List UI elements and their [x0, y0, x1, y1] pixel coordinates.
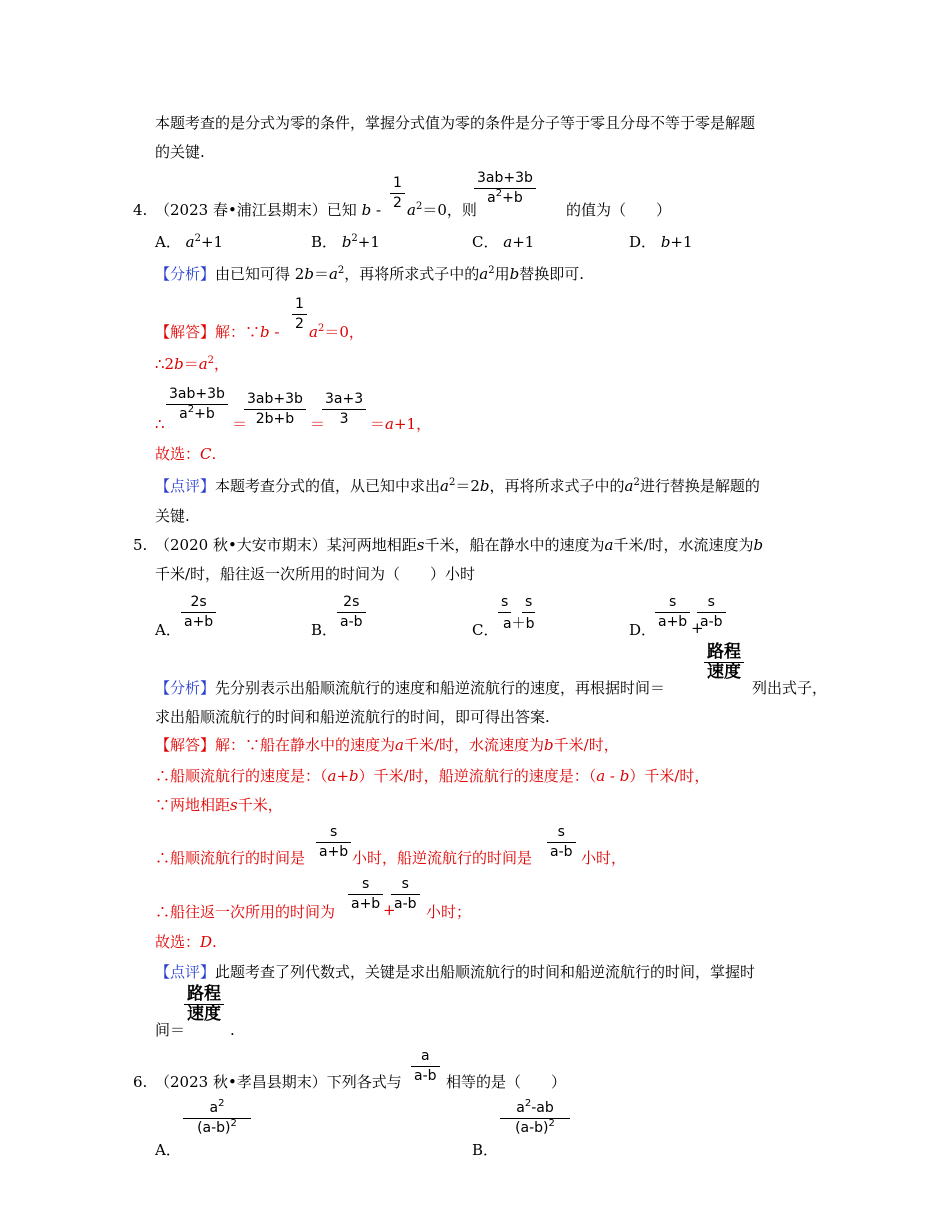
q6-option-a-label: A．	[155, 1141, 181, 1159]
q5-sol4-fraction-2: s a-b	[547, 824, 576, 861]
q5-option-a-fraction: 2s a+b	[181, 594, 216, 631]
q4-comment-line-2: 关键.	[155, 507, 190, 525]
q5-solution-5: ∴船往返一次所用的时间为	[155, 903, 336, 921]
q6-stem: （2023 秋•孝昌县期末）下列各式与	[155, 1073, 402, 1091]
q4-sol3-fraction-1: 3ab+3b $a^2+b$	[166, 386, 228, 423]
q4-option-b: B． $b^2+1$	[311, 233, 380, 251]
q4-solution-1-cont: $a^2=0$，	[309, 323, 364, 341]
q6-option-b-fraction: $a^2-ab$ $(a-b)^2$	[500, 1100, 570, 1137]
q4-analysis: 【分析】由已知可得 $2b=a^2$，再将所求式子中的$a^2$用b替换即可.	[155, 265, 585, 283]
q5-solution-1: 【解答】解：∵船在静水中的速度为a千米/时，水流速度为b千米/时，	[155, 736, 619, 754]
q4-sol-half-fraction: 1 2	[292, 296, 307, 333]
q5-option-b-fraction: 2s a-b	[337, 594, 366, 631]
q5-option-d-label: D．	[629, 621, 657, 639]
q5-option-c-num-1: s	[498, 594, 511, 613]
q5-sol5-fraction-2: s a-b	[391, 876, 420, 913]
q4-stem: （2023 春•浦江县期末）已知 b -	[155, 201, 382, 219]
q4-target-fraction: 3ab+3b $a^2+b$	[474, 170, 536, 207]
q5-sol5-plus: +	[383, 901, 396, 919]
q5-option-d-plus: +	[691, 619, 704, 637]
q4-sol3-fraction-2: 3ab+3b 2b+b	[244, 391, 306, 428]
q5-stem-2: 千米/时，船往返一次所用的时间为（ ）小时	[155, 565, 476, 583]
q6-stem-tail: 相等的是（ ）	[446, 1073, 567, 1091]
q6-fraction: a a-b	[411, 1048, 440, 1085]
q4-half-fraction: 1 2	[390, 175, 405, 212]
q5-option-d-fraction-2: s a-b	[697, 594, 726, 631]
q5-analysis-1-end: 列出式子，	[752, 679, 828, 697]
q6-option-b-label: B．	[472, 1141, 499, 1159]
q5-solution-5-end: 小时；	[426, 903, 472, 921]
q4-option-a: A． $a^2+1$	[155, 233, 224, 251]
q5-comment-1: 【点评】此题考查了列代数式，关键是求出船顺流航行的时间和船逆流航行的时间，掌握时	[155, 963, 756, 981]
q5-option-c-label: C．	[472, 621, 499, 639]
q5-comment-2-end: .	[230, 1021, 235, 1039]
intro-line-2: 的关键.	[155, 143, 205, 161]
intro-line-1: 本题考查的是分式为零的条件，掌握分式值为零的条件是分子等于零且分母不等于零是解题	[155, 114, 756, 132]
q5-stem-1: （2020 秋•大安市期末）某河两地相距s千米，船在静水中的速度为a千米/时，水流速度为b	[155, 536, 764, 554]
q5-comment-formula: 路程 速度	[184, 986, 224, 1023]
q4-comment: 【点评】本题考查分式的值，从已知中求出$a^2=2b$，再将所求式子中的$a^2$进行替换是解题的	[155, 477, 760, 495]
q5-sol5-fraction-1: s a+b	[348, 876, 383, 913]
q5-solution-4-end: 小时，	[581, 849, 627, 867]
q4-sol3-eq-2: ＝	[310, 415, 326, 433]
q4-number: 4.	[133, 201, 148, 219]
q5-time-formula: 路程 速度	[704, 644, 744, 681]
q6-option-a-fraction: $a^2$ $(a-b)^2$	[183, 1100, 251, 1137]
q5-comment-2: 间＝	[155, 1021, 186, 1039]
q4-sol3-therefore: ∴	[155, 415, 165, 433]
q5-solution-4-mid: 小时，船逆流航行的时间是	[352, 849, 533, 867]
q4-sol3-end: ＝a+1，	[370, 415, 432, 433]
q5-analysis-2: 求出船顺流航行的时间和船逆流航行的时间，即可得出答案.	[155, 708, 550, 726]
q4-option-d: D． b+1	[629, 233, 693, 251]
q5-solution-4: ∴船顺流航行的时间是	[155, 849, 306, 867]
q5-sol4-fraction-1: s a+b	[316, 824, 351, 861]
q4-solution-2: $\therefore 2b=a^2$，	[155, 355, 230, 373]
q5-analysis-1: 【分析】先分别表示出船顺流航行的速度和船逆流航行的速度，再根据时间＝	[155, 679, 666, 697]
q4-solution-1: 【解答】解：∵b -	[155, 323, 280, 341]
q4-option-c: C． a+1	[472, 233, 535, 251]
q4-choice: 故选：C.	[155, 445, 217, 463]
q5-number: 5.	[133, 536, 148, 554]
q4-stem-tail: 的值为（ ）	[566, 201, 672, 219]
q5-option-d-fraction-1: s a+b	[655, 594, 690, 631]
q5-solution-3: ∵两地相距s千米，	[155, 796, 283, 814]
q5-option-c-num-2: s	[522, 594, 535, 613]
q5-option-b-label: B．	[311, 621, 338, 639]
q5-choice: 故选：D.	[155, 933, 217, 951]
q6-number: 6.	[133, 1073, 148, 1091]
q5-solution-2: ∴船顺流航行的速度是：（a+b）千米/时，船逆流航行的速度是：（a - b）千米/时，	[155, 767, 710, 785]
q4-sol3-eq-1: ＝	[232, 415, 248, 433]
q5-option-a-label: A．	[155, 621, 181, 639]
q5-option-c-den: a＋b	[503, 616, 535, 632]
q4-sol3-fraction-3: 3a+3 3	[322, 391, 366, 428]
q4-stem-cont: $a^2=0$，则	[407, 201, 477, 219]
